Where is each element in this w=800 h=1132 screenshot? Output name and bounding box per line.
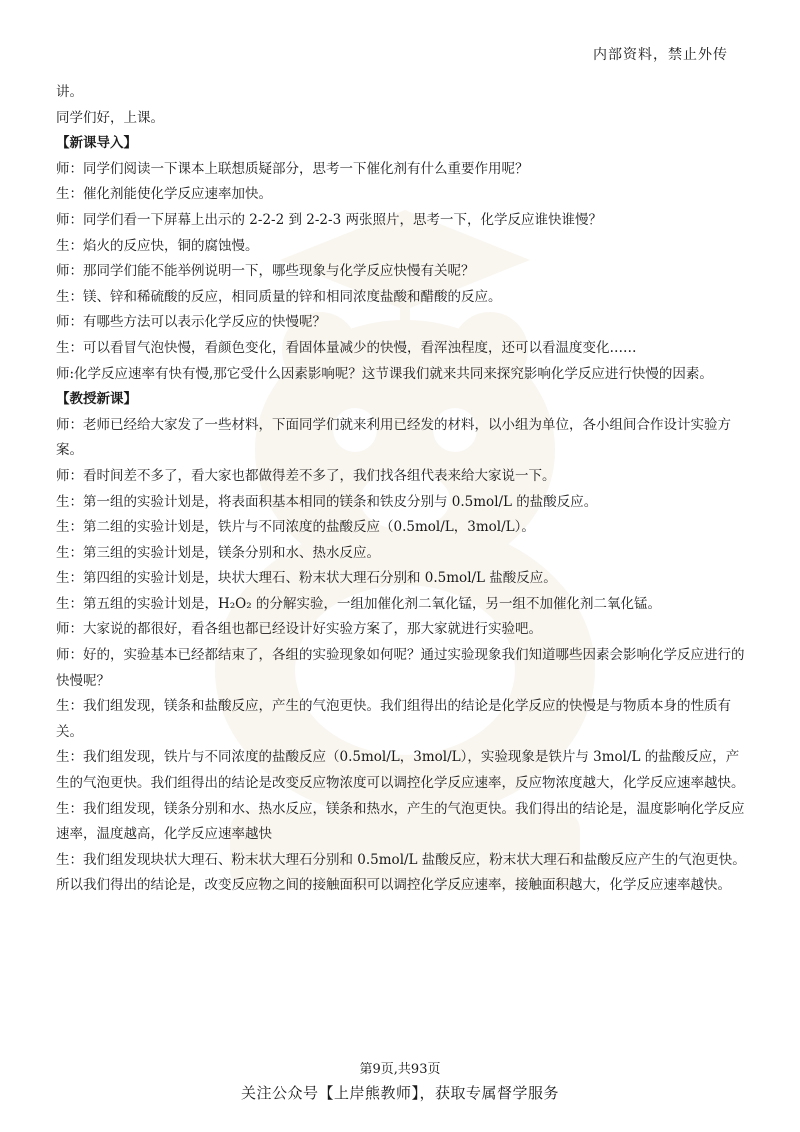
dialogue-line: 师：大家说的都很好，看各组也都已经设计好实验方案了，那大家就进行实验吧。 bbox=[56, 621, 542, 638]
dialogue-line: 同学们好，上课。 bbox=[56, 109, 164, 126]
page-number: 第9页,共93页 bbox=[359, 1062, 441, 1077]
section-heading: 【新课导入】 bbox=[56, 135, 137, 152]
dialogue-line: 生：催化剂能使化学反应速率加快。 bbox=[56, 186, 272, 203]
dialogue-line: 生：可以看冒气泡快慢，看颜色变化，看固体量减少的快慢，看浑浊程度，还可以看温度变化…… bbox=[56, 339, 637, 356]
dialogue-line: 师：有哪些方法可以表示化学反应的快慢呢？ bbox=[56, 314, 326, 331]
dialogue-line: 师：同学们看一下屏幕上出示的 2-2-2 到 2-2-3 两张照片，思考一下，化学反应谁快谁慢？ bbox=[56, 211, 602, 228]
dialogue-line: 生：我们组发现块状大理石、粉末状大理石分别和 0.5mol/L 盐酸反应，粉末状大理石和盐酸反应产生的气泡更快。所以我们得出的结论是，改变反应物之间的接触面积可以调控化学反应速率，接触面积越大，化学反应速率越快。 bbox=[56, 851, 746, 894]
document-body bbox=[56, 80, 746, 899]
dialogue-line: 生：第三组的实验计划是，镁条分别和水、热水反应。 bbox=[56, 544, 380, 561]
promo-footer bbox=[0, 1082, 800, 1103]
dialogue-line: 生：第一组的实验计划是，将表面积基本相同的镁条和铁皮分别与 0.5mol/L 的盐酸反应。 bbox=[56, 493, 598, 510]
dialogue-line: 师：那同学们能不能举例说明一下，哪些现象与化学反应快慢有关呢？ bbox=[56, 263, 475, 280]
section-heading: 【教授新课】 bbox=[56, 391, 137, 408]
dialogue-line: 生：第五组的实验计划是，H₂O₂ 的分解实验，一组加催化剂二氧化锰，另一组不加催化剂二氧化锰。 bbox=[56, 595, 661, 612]
dialogue-line: 生：第四组的实验计划是，块状大理石、粉末状大理石分别和 0.5mol/L 盐酸反应。 bbox=[56, 570, 557, 587]
promo-prefix: 关注公众号 bbox=[240, 1084, 319, 1102]
dialogue-line: 生：我们组发现，镁条分别和水、热水反应，镁条和热水，产生的气泡更快。我们得出的结论是，温度影响化学反应速率，温度越高，化学反应速率越快 bbox=[56, 800, 745, 843]
dialogue-line: 生：我们组发现，铁片与不同浓度的盐酸反应（0.5mol/L，3mol/L），实验现象是铁片与 3mol/L 的盐酸反应，产生的气泡更快。我们组得出的结论是改变反应物浓度可以调控化学反应速率，反应物浓度越大，化学反应速率越快。 bbox=[56, 749, 745, 792]
dialogue-line: 讲。 bbox=[56, 84, 83, 100]
dialogue-line: 生：我们组发现，镁条和盐酸反应，产生的气泡更快。我们组得出的结论是化学反应的快慢是与物质本身的性质有关。 bbox=[56, 698, 731, 740]
confidential-note: 内部资料，禁止外传 bbox=[593, 47, 728, 63]
dialogue-line: 师：老师已经给大家发了一些材料，下面同学们就来利用已经发的材料，以小组为单位，各小组间合作设计实验方案。 bbox=[56, 416, 731, 459]
dialogue-line: 生：镁、锌和稀硫酸的反应，相同质量的锌和相同浓度盐酸和醋酸的反应。 bbox=[56, 288, 502, 305]
dialogue-line: 师:化学反应速率有快有慢,那它受什么因素影响呢？这节课我们就来共同来探究影响化学反应进行快慢的因素。 bbox=[56, 365, 713, 382]
dialogue-line: 师：看时间差不多了，看大家也都做得差不多了，我们找各组代表来给大家说一下。 bbox=[56, 467, 556, 484]
promo-account: 【上岸熊教师】 bbox=[318, 1084, 420, 1102]
dialogue-line: 生：焰火的反应快，铜的腐蚀慢。 bbox=[56, 237, 259, 254]
dialogue-line: 生：第二组的实验计划是，铁片与不同浓度的盐酸反应（0.5mol/L，3mol/L）。 bbox=[56, 519, 535, 536]
dialogue-line: 师：好的，实验基本已经都结束了，各组的实验现象如何呢？通过实验现象我们知道哪些因素会影响化学反应进行的快慢呢？ bbox=[56, 647, 745, 689]
dialogue-line: 师：同学们阅读一下课本上联想质疑部分，思考一下催化剂有什么重要作用呢？ bbox=[56, 160, 529, 177]
promo-suffix: ，获取专属督学服务 bbox=[419, 1084, 560, 1102]
